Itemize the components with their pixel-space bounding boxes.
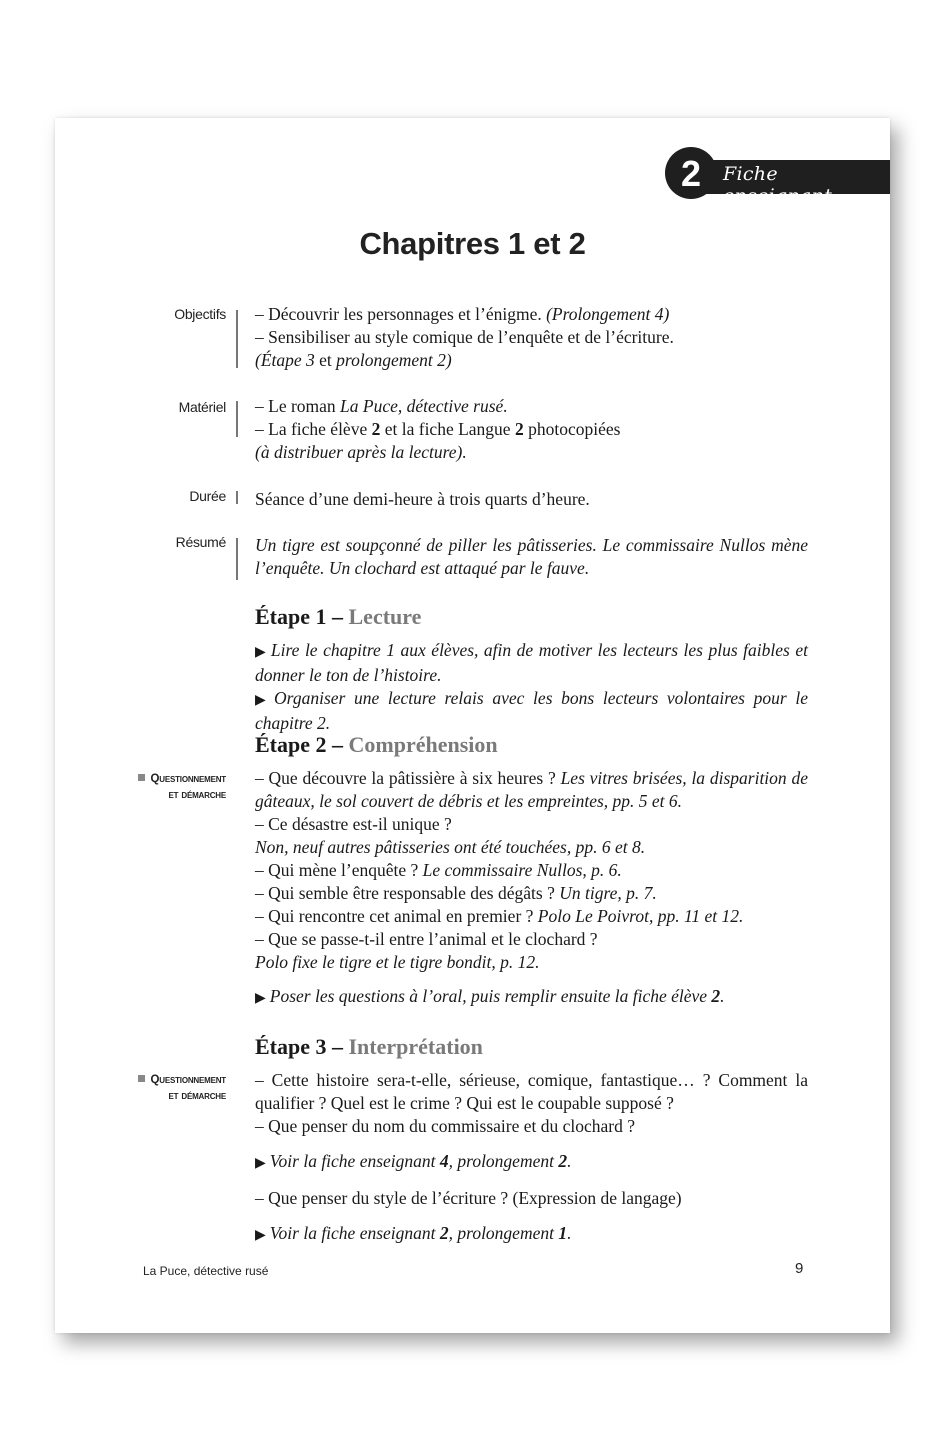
etape1-heading xyxy=(255,604,421,630)
etape2-q2: – Ce désastre est-il unique ? xyxy=(255,814,452,834)
etape1-head: Étape 1 – xyxy=(255,604,343,629)
etape2-a2: Non, neuf autres pâtisseries ont été touchées, pp. 6 et 8. xyxy=(255,837,646,857)
etape2-a5: Polo Le Poivrot, pp. 11 et 12. xyxy=(537,906,744,926)
etape2-head: Étape 2 – xyxy=(255,732,343,757)
badge-label: Fiche enseignant xyxy=(723,163,833,207)
etape2-a4: Un tigre, p. 7. xyxy=(559,883,657,903)
etape3-note2-b: 2 xyxy=(439,1223,449,1243)
materiel-line2-c: et la fiche Langue xyxy=(384,419,511,439)
etape1-p2: Organiser une lecture relais avec les bons lecteurs volontaires pour le chapitre 2. xyxy=(255,688,808,733)
fiche-badge xyxy=(665,153,890,207)
objectifs-line1-italic: (Prolongement 4) xyxy=(546,304,670,324)
etape3-note1-d: 2 xyxy=(558,1151,568,1171)
objectifs-line3-c: prolongement 2) xyxy=(336,350,452,370)
materiel-line1-italic: La Puce, détective rusé. xyxy=(340,396,508,416)
etape3-note1-e: . xyxy=(567,1151,572,1171)
etape2-content xyxy=(255,767,808,1010)
materiel-content xyxy=(255,395,808,464)
objectifs-label: Objectifs xyxy=(174,306,226,322)
resume-bar xyxy=(236,538,238,580)
etape2-q1: – Que découvre la pâtissière à six heures ? xyxy=(255,768,556,788)
arrow-icon: ▶ xyxy=(255,693,271,708)
etape2-q3: – Qui mène l’enquête ? xyxy=(255,860,419,880)
etape3-p3: – Que penser du style de l’écriture ? (Expression de langage) xyxy=(255,1188,682,1208)
arrow-icon: ▶ xyxy=(255,1156,266,1171)
materiel-line2-a: – La fiche élève xyxy=(255,419,368,439)
badge-number: 2 xyxy=(665,147,717,199)
square-bullet-icon xyxy=(138,1075,145,1082)
materiel-line1: – Le roman xyxy=(255,396,336,416)
etape3-head: Étape 3 – xyxy=(255,1034,343,1059)
resume-content xyxy=(255,534,808,580)
etape2-a3: Le commissaire Nullos, p. 6. xyxy=(422,860,622,880)
etape3-note1-c: , prolongement xyxy=(448,1151,554,1171)
etape3-content xyxy=(255,1069,808,1247)
document-page xyxy=(55,118,890,1333)
objectifs-line3-b: et xyxy=(319,350,332,370)
duree-text: Séance d’une demi-heure à trois quarts d’heure. xyxy=(255,489,590,509)
etape3-sub: Interprétation xyxy=(348,1034,483,1059)
etape2-side2: et démarche xyxy=(168,789,226,801)
etape2-a1: Les vitres brisées, la disparition de gâteaux, le sol couvert de débris et les empreintes, pp. 5 et 6. xyxy=(255,768,808,811)
etape3-note2-a: Voir la fiche enseignant xyxy=(269,1223,436,1243)
etape3-note1-a: Voir la fiche enseignant xyxy=(269,1151,436,1171)
etape2-note-a: Poser les questions à l’oral, puis remplir ensuite la fiche élève xyxy=(269,986,708,1006)
etape2-sub: Compréhension xyxy=(348,732,498,757)
duree-label: Durée xyxy=(189,488,226,504)
objectifs-line3-a: (Étape 3 xyxy=(255,350,315,370)
etape3-note1-b: 4 xyxy=(439,1151,449,1171)
page-title: Chapitres 1 et 2 xyxy=(359,226,586,261)
duree-bar xyxy=(236,491,238,504)
objectifs-line1: – Découvrir les personnages et l’énigme. xyxy=(255,304,542,324)
arrow-icon: ▶ xyxy=(255,1228,266,1243)
resume-text: Un tigre est soupçonné de piller les pâtisseries. Le commissaire Nullos mène l’enquête. Un clochard est attaqué par le fauve. xyxy=(255,535,808,578)
etape2-q5: – Qui rencontre cet animal en premier ? xyxy=(255,906,534,926)
etape1-p1: Lire le chapitre 1 aux élèves, afin de motiver les lecteurs les plus faibles et donner le ton de l’histoire. xyxy=(255,640,808,685)
etape3-heading xyxy=(255,1034,483,1060)
etape2-note-b: 2 xyxy=(711,986,721,1006)
square-bullet-icon xyxy=(138,774,145,781)
duree-content xyxy=(255,488,808,511)
etape3-note2-c: , prolongement xyxy=(448,1223,554,1243)
objectifs-line2: – Sensibiliser au style comique de l’enquête et de l’écriture. xyxy=(255,327,674,347)
etape1-content xyxy=(255,639,808,735)
resume-label: Résumé xyxy=(175,534,226,550)
etape3-side-label xyxy=(138,1072,226,1104)
objectifs-bar xyxy=(236,310,238,368)
arrow-icon: ▶ xyxy=(255,991,266,1006)
etape2-side-label xyxy=(138,771,226,803)
etape2-a6: Polo fixe le tigre et le tigre bondit, p. 12. xyxy=(255,952,540,972)
arrow-icon: ▶ xyxy=(255,645,267,660)
footer-book-title: La Puce, détective rusé xyxy=(143,1264,269,1278)
materiel-line2-b: 2 xyxy=(371,419,381,439)
etape3-note2-e: . xyxy=(567,1223,572,1243)
etape3-p1: – Cette histoire sera-t-elle, sérieuse, comique, fantastique… ? Comment la qualifier ? Quel est le crime ? Qui est le coupable supposé ? xyxy=(255,1070,808,1113)
etape2-q6: – Que se passe-t-il entre l’animal et le clochard ? xyxy=(255,929,598,949)
etape1-sub: Lecture xyxy=(348,604,422,629)
objectifs-content xyxy=(255,303,808,372)
etape3-side2: et démarche xyxy=(168,1090,226,1102)
etape2-q4: – Qui semble être responsable des dégâts ? xyxy=(255,883,555,903)
materiel-bar xyxy=(236,401,238,437)
materiel-line2-e: photocopiées xyxy=(528,419,621,439)
materiel-line3: (à distribuer après la lecture). xyxy=(255,442,467,462)
materiel-label: Matériel xyxy=(178,399,226,415)
etape2-side1: Questionnement xyxy=(150,773,226,785)
etape3-p2: – Que penser du nom du commissaire et du clochard ? xyxy=(255,1116,636,1136)
etape2-heading xyxy=(255,732,498,758)
etape3-side1: Questionnement xyxy=(150,1074,226,1086)
page-number: 9 xyxy=(795,1260,804,1277)
etape2-note-c: . xyxy=(720,986,725,1006)
etape3-note2-d: 1 xyxy=(558,1223,568,1243)
materiel-line2-d: 2 xyxy=(514,419,524,439)
